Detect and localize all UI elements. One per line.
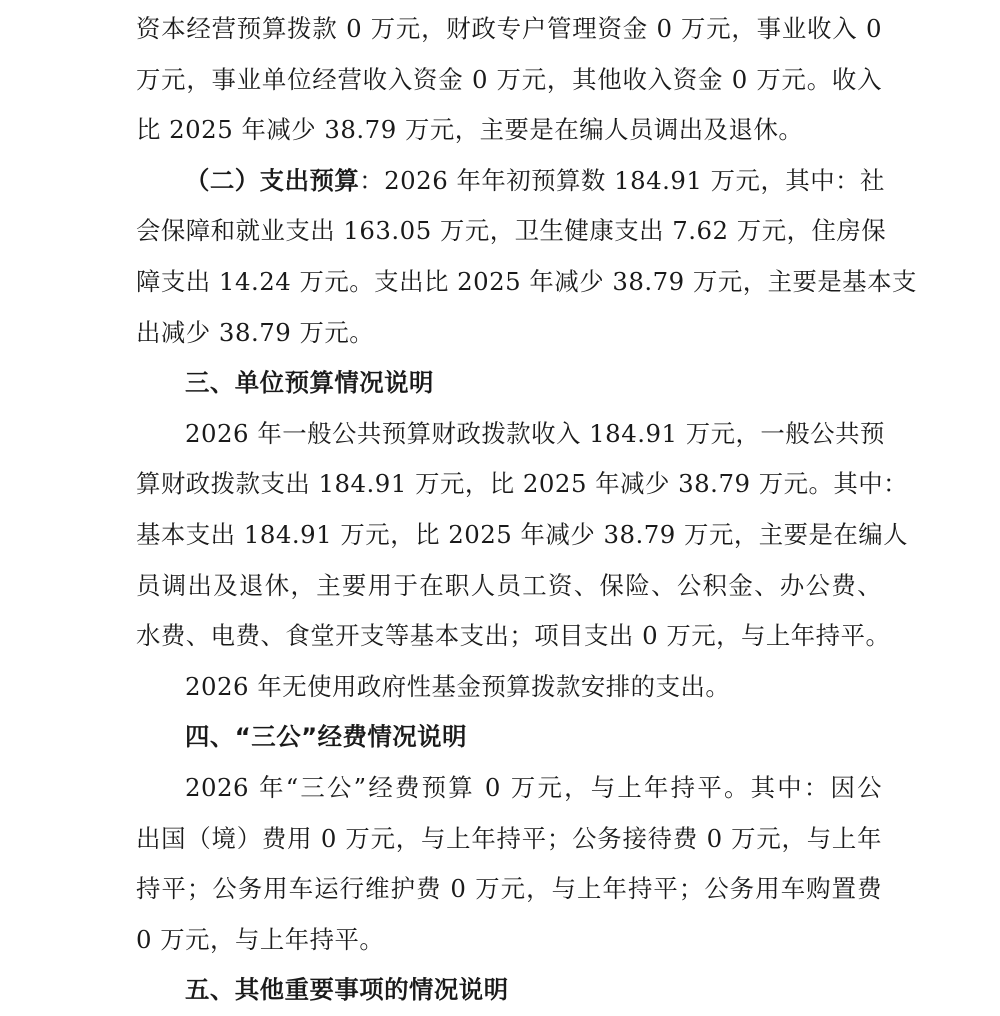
section-heading-three-public-expenses: 四、“三公”经费情况说明 <box>185 722 467 752</box>
paragraph-line: 算财政拨款支出 184.91 万元，比 2025 年减少 38.79 万元。其中： <box>136 469 909 499</box>
section-heading-other-matters: 五、其他重要事项的情况说明 <box>185 975 509 1005</box>
paragraph-line: 0 万元，与上年持平。 <box>136 924 385 954</box>
paragraph-line: 2026 年一般公共预算财政拨款收入 184.91 万元，一般公共预 <box>185 418 885 448</box>
paragraph-line: 万元，事业单位经营收入资金 0 万元，其他收入资金 0 万元。收入 <box>136 64 882 94</box>
paragraph-line: 水费、电费、食堂开支等基本支出；项目支出 0 万元，与上年持平。 <box>136 621 891 651</box>
paragraph-line: 持平；公务用车运行维护费 0 万元，与上年持平；公务用车购置费 <box>136 874 882 904</box>
paragraph-line: 基本支出 184.91 万元，比 2025 年减少 38.79 万元，主要是在编人 <box>136 519 909 549</box>
section-heading-unit-budget: 三、单位预算情况说明 <box>185 368 434 398</box>
paragraph-line: 员调出及退休，主要用于在职人员工资、保险、公积金、办公费、 <box>136 570 882 600</box>
paragraph-line: 比 2025 年减少 38.79 万元，主要是在编人员调出及退休。 <box>136 115 804 145</box>
paragraph-text: ：2026 年年初预算数 184.91 万元，其中：社 <box>359 165 885 195</box>
document-page <box>136 4 917 1016</box>
paragraph-line: 资本经营预算拨款 0 万元，财政专户管理资金 0 万元，事业收入 0 <box>136 14 882 43</box>
paragraph-line: 会保障和就业支出 163.05 万元，卫生健康支出 7.62 万元，住房保 <box>136 216 887 246</box>
paragraph-line: 出国（境）费用 0 万元，与上年持平；公务接待费 0 万元，与上年 <box>136 823 882 853</box>
paragraph-line: 2026 年无使用政府性基金预算拨款安排的支出。 <box>185 671 731 701</box>
subheading-expenditure-budget: （二）支出预算 <box>185 165 360 195</box>
paragraph-line: 2026 年“三公”经费预算 0 万元，与上年持平。其中：因公 <box>185 772 882 802</box>
paragraph-line: 出减少 38.79 万元。 <box>136 317 375 347</box>
paragraph-line <box>136 156 885 207</box>
paragraph-line: 障支出 14.24 万元。支出比 2025 年减少 38.79 万元，主要是基本支 <box>136 266 917 296</box>
